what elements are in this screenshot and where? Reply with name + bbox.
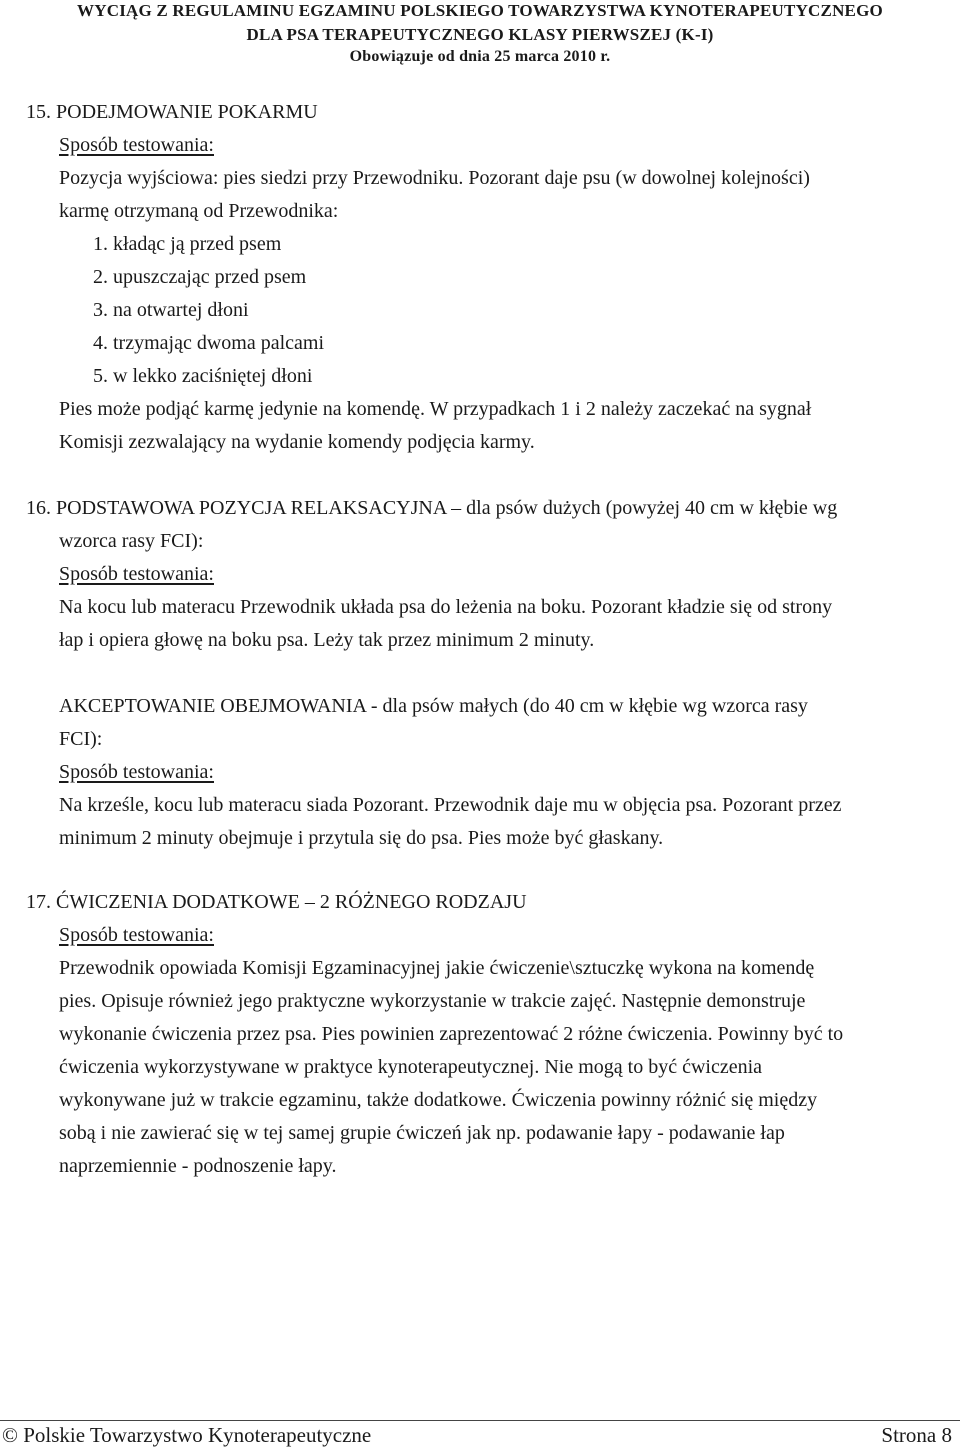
section-17-paragraph-line: wykonanie ćwiczenia przez psa. Pies powinien zaprezentować 2 różne ćwiczenia. Powinny być to [59, 1023, 844, 1045]
section-15-paragraph-line: Komisji zezwalający na wydanie komendy podjęcia karmy. [59, 431, 535, 453]
section-16-paragraph-line: łap i opiera głowę na boku psa. Leży tak przez minimum 2 minuty. [59, 629, 595, 651]
section-15-paragraph-line: karmę otrzymaną od Przewodnika: [59, 200, 339, 222]
subsection-method-label: Sposób testowania: [59, 761, 214, 783]
section-17-paragraph-line: pies. Opisuje również jego praktyczne wykorzystanie w trakcie zajęć. Następnie demonstruje [59, 990, 806, 1012]
page-footer [0, 1420, 960, 1450]
section-16-paragraph-line: Na kocu lub materacu Przewodnik układa psa do leżenia na boku. Pozorant kładzie się od strony [59, 596, 833, 618]
header-title: WYCIĄG Z REGULAMINU EGZAMINU POLSKIEGO TOWARZYSTWA KYNOTERAPEUTYCZNEGO [77, 1, 883, 20]
section-17-paragraph-line: naprzemiennie - podnoszenie łapy. [59, 1155, 337, 1177]
section-17-method-label: Sposób testowania: [59, 924, 214, 946]
section-15-list-item: 4. trzymając dwoma palcami [93, 332, 325, 354]
section-15-paragraph-line: Pies może podjąć karmę jedynie na komendę. W przypadkach 1 i 2 należy zaczekać na sygnał [59, 398, 812, 420]
section-17-heading: 17. ĆWICZENIA DODATKOWE – 2 RÓŻNEGO RODZAJU [26, 891, 527, 913]
footer-page-number: Strona 8 [881, 1423, 952, 1447]
footer-copyright: © Polskie Towarzystwo Kynoterapeutyczne [2, 1423, 372, 1447]
section-16-method-label: Sposób testowania: [59, 563, 214, 585]
section-16-heading-cont: wzorca rasy FCI): [59, 530, 204, 552]
section-15-heading: 15. PODEJMOWANIE POKARMU [26, 101, 318, 123]
subsection-heading: AKCEPTOWANIE OBEJMOWANIA - dla psów małych (do 40 cm w kłębie wg wzorca rasy [59, 695, 808, 717]
header-effective-date: Obowiązuje od dnia 25 marca 2010 r. [349, 48, 611, 65]
section-17-paragraph-line: sobą i nie zawierać się w tej samej grupie ćwiczeń jak np. podawanie łapy - podawanie łap [59, 1122, 785, 1144]
section-17-paragraph-line: ćwiczenia wykorzystywane w praktyce kynoterapeutycznej. Nie mogą to być ćwiczenia [59, 1056, 763, 1078]
section-15-method-label: Sposób testowania: [59, 134, 214, 156]
subsection-paragraph-line: minimum 2 minuty obejmuje i przytula się do psa. Pies może być głaskany. [59, 827, 664, 849]
section-17-paragraph-line: Przewodnik opowiada Komisji Egzaminacyjnej jakie ćwiczenie\sztuczkę wykona na komendę [59, 957, 815, 979]
section-17-paragraph-line: wykonywane już w trakcie egzaminu, także dodatkowe. Ćwiczenia powinny różnić się między [59, 1089, 818, 1111]
section-15-paragraph-line: Pozycja wyjściowa: pies siedzi przy Przewodniku. Pozorant daje psu (w dowolnej kolejności) [59, 167, 810, 189]
section-15-list-item: 5. w lekko zaciśniętej dłoni [93, 365, 313, 387]
subsection-heading-cont: FCI): [59, 728, 103, 750]
section-15-list-item: 3. na otwartej dłoni [93, 299, 249, 321]
header-subtitle: DLA PSA TERAPEUTYCZNEGO KLASY PIERWSZEJ (K-I) [246, 25, 714, 44]
section-16-heading: 16. PODSTAWOWA POZYCJA RELAKSACYJNA – dla psów dużych (powyżej 40 cm w kłębie wg [26, 497, 838, 519]
section-15-list-item: 2. upuszczając przed psem [93, 266, 307, 288]
subsection-paragraph-line: Na krześle, kocu lub materacu siada Pozorant. Przewodnik daje mu w objęcia psa. Pozorant przez [59, 794, 842, 816]
section-15-list-item: 1. kładąc ją przed psem [93, 233, 282, 255]
